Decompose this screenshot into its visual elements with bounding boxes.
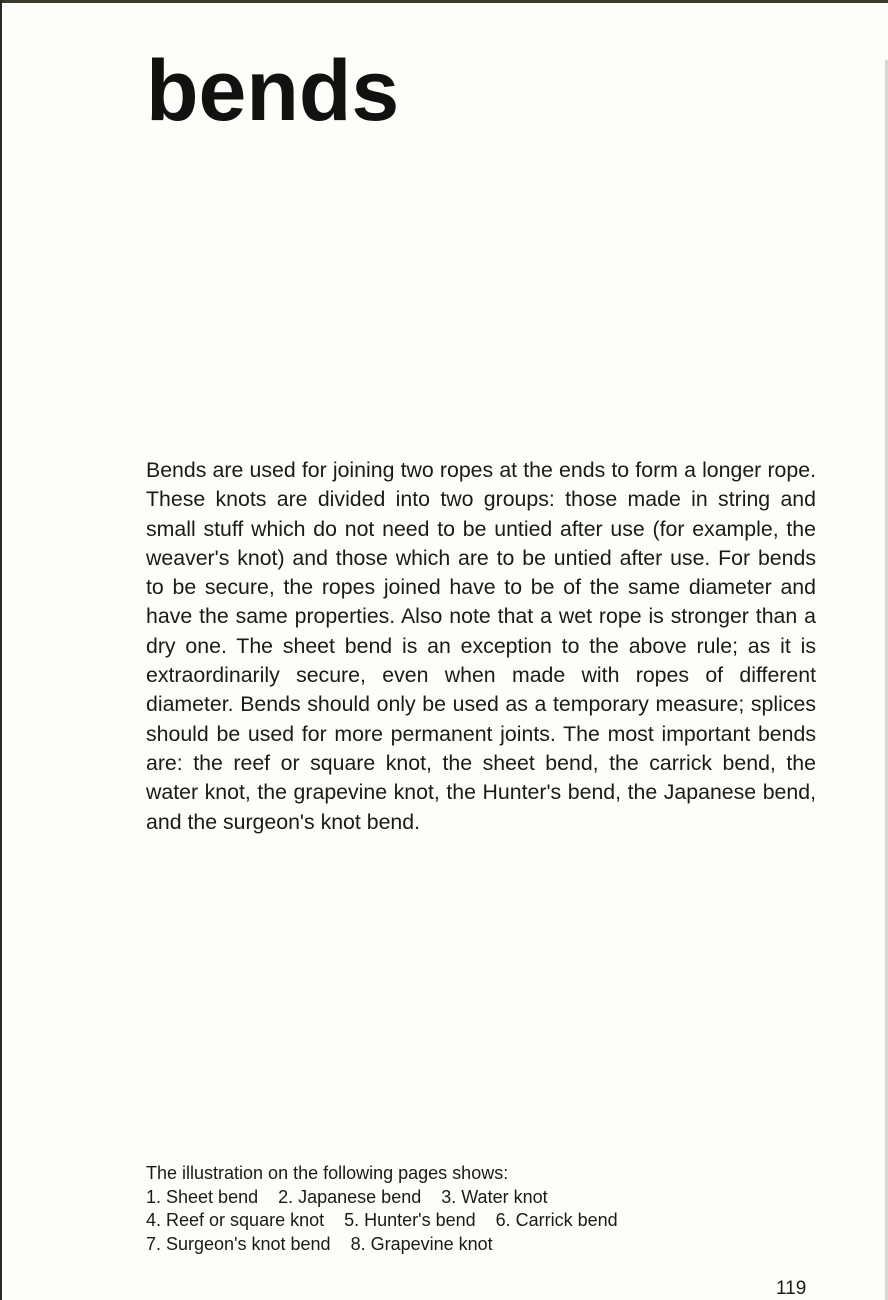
scan-edge-top (0, 0, 888, 3)
caption-intro: The illustration on the following pages shows: (146, 1163, 509, 1183)
caption-line-3: 7. Surgeon's knot bend 8. Grapevine knot (146, 1233, 493, 1254)
page-title: bends (146, 43, 400, 139)
illustration-caption (146, 1162, 786, 1256)
caption-line-2: 4. Reef or square knot 5. Hunter's bend 6. Carrick bend (146, 1210, 618, 1230)
scan-edge-left (0, 0, 2, 1300)
caption-line-1: 1. Sheet bend 2. Japanese bend 3. Water knot (146, 1186, 548, 1207)
page-number: 119 (776, 1278, 807, 1299)
body-paragraph: Bends are used for joining two ropes at the ends to form a longer rope. These knots are divided into two groups: those made in string and small stuff which do not need to be untied after use (for example, the weaver's knot) and those which are to be untied after use. For bends to be secure, the ropes joined have to be of the same diameter and have the same properties. Also note that a wet rope is stronger than a dry one. The sheet bend is an exception to the above rule; as it is extraordinarily secure, even when made with ropes of different diameter. Bends should only be used as a temporary measure; splices should be used for more permanent joints. The most important bends are: the reef or square knot, the sheet bend, the carrick bend, the water knot, the grapevine knot, the Hunter's bend, the Japanese bend, and the surgeon's knot bend. (146, 458, 816, 834)
